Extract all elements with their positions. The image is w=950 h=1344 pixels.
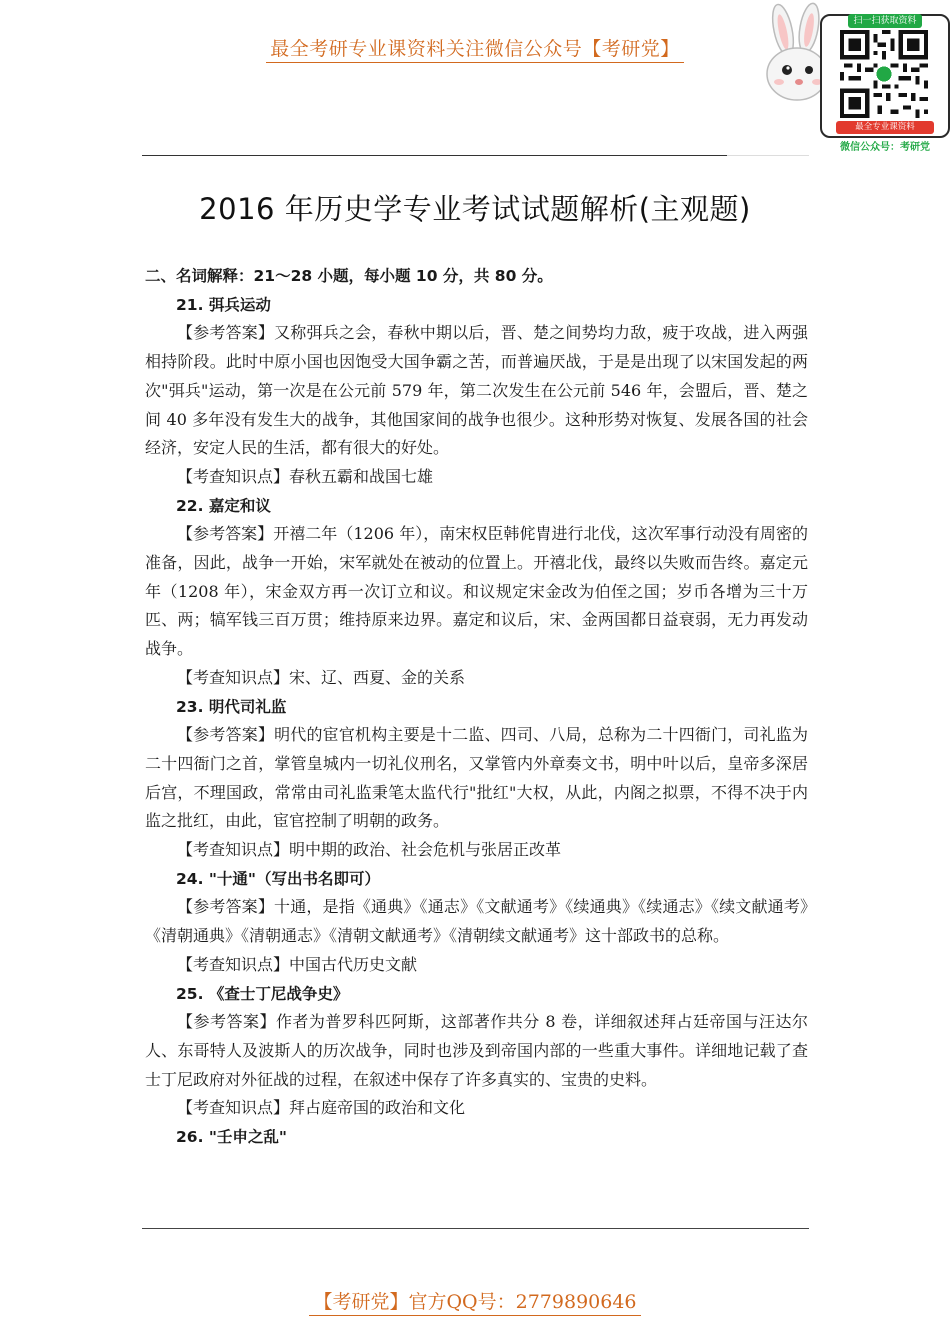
qr-code-icon — [840, 30, 928, 118]
item-heading: 26. "壬申之乱" — [176, 1128, 288, 1147]
item-heading: 25. 《查士丁尼战争史》 — [176, 984, 349, 1003]
item-answer: 【参考答案】又称弭兵之会，春秋中期以后，晋、楚之间势均力敌，疲于攻战，进入两强相持阶段。此时中原小国也因饱受大国争霸之苦，而普遍厌战，于是是出现了以宋国发起的两次"弭兵"运动，第一次是在公元前 579 年，第二次发生在公元前 546 年，会盟后，晋、楚之间 40 多年没有发生大的战争，其他国家间的战争也很少。这种形势对恢复、发展各国的社会经济，安定人民的生活，都有很大的好处。 — [145, 323, 808, 458]
item-heading: 21. 弭兵运动 — [176, 295, 271, 314]
page-title: 2016 年历史学专业考试试题解析(主观题) — [199, 192, 751, 226]
document-body — [145, 262, 808, 1152]
qr-bottom-label: 最全专业课资料 — [836, 121, 934, 134]
footer — [0, 1287, 950, 1314]
qr-caption: 微信公众号：考研党 — [840, 142, 930, 153]
section-heading: 二、名词解释：21～28 小题，每小题 10 分，共 80 分。 — [145, 267, 553, 285]
header-banner-text: 最全考研专业课资料关注微信公众号【考研党】 — [266, 38, 684, 63]
item-answer: 【参考答案】明代的宦官机构主要是十二监、四司、八局，总称为二十四衙门，司礼监为二十四衙门之首，掌管皇城内一切礼仪刑名，又掌管内外章奏文书，明中叶以后，皇帝多深居后宫，不理国政，常常由司礼监秉笔太监代行"批红"大权，从此，内阁之拟票，不得不决于内监之批红，由此，宦官控制了明朝的政务。 — [145, 725, 808, 831]
item-answer: 【参考答案】十通，是指《通典》《通志》《文献通考》《续通典》《续通志》《续文献通考》《清朝通典》《清朝通志》《清朝文献通考》《清朝续文献通考》这十部政书的总称。 — [145, 897, 808, 946]
item-answer: 【参考答案】开禧二年（1206 年），南宋权臣韩侂胄进行北伐，这次军事行动没有周密的准备，因此，战争一开始，宋军就处在被动的位置上。开禧北伐，最终以失败而告终。嘉定元年（1208 年），宋金双方再一次订立和议。和议规定宋金改为伯侄之国；岁币各增为三十万匹、两；犒军钱三百万贯；维持原来边界。嘉定和议后，宋、金两国都日益衰弱，无力再发动战争。 — [145, 524, 808, 659]
item-knowledge-point: 【考查知识点】明中期的政治、社会危机与张居正改革 — [177, 840, 562, 860]
qr-code-panel — [820, 14, 950, 138]
item-knowledge-point: 【考查知识点】中国古代历史文献 — [177, 954, 418, 974]
item-heading: 22. 嘉定和议 — [176, 496, 271, 515]
header-divider-light — [727, 155, 809, 156]
item-heading: 23. 明代司礼监 — [176, 697, 287, 716]
item-answer: 【参考答案】作者为普罗科匹阿斯，这部著作共分 8 卷，详细叙述拜占廷帝国与汪达尔人、东哥特人及波斯人的历次战争，同时也涉及到帝国内部的一些重大事件。详细地记载了查士丁尼政府对外征战的过程，在叙述中保存了许多真实的、宝贵的史料。 — [145, 1012, 808, 1089]
header-divider — [142, 155, 727, 156]
item-knowledge-point: 【考查知识点】春秋五霸和战国七雄 — [177, 466, 434, 486]
qr-top-label: 扫一扫获取资料 — [848, 14, 922, 28]
footer-divider — [142, 1228, 809, 1229]
item-knowledge-point: 【考查知识点】宋、辽、西夏、金的关系 — [177, 667, 466, 687]
item-heading: 24. "十通"（写出书名即可） — [176, 869, 381, 888]
footer-text: 【考研党】官方QQ号：2779890646 — [309, 1291, 640, 1316]
item-knowledge-point: 【考查知识点】拜占庭帝国的政治和文化 — [177, 1098, 466, 1118]
